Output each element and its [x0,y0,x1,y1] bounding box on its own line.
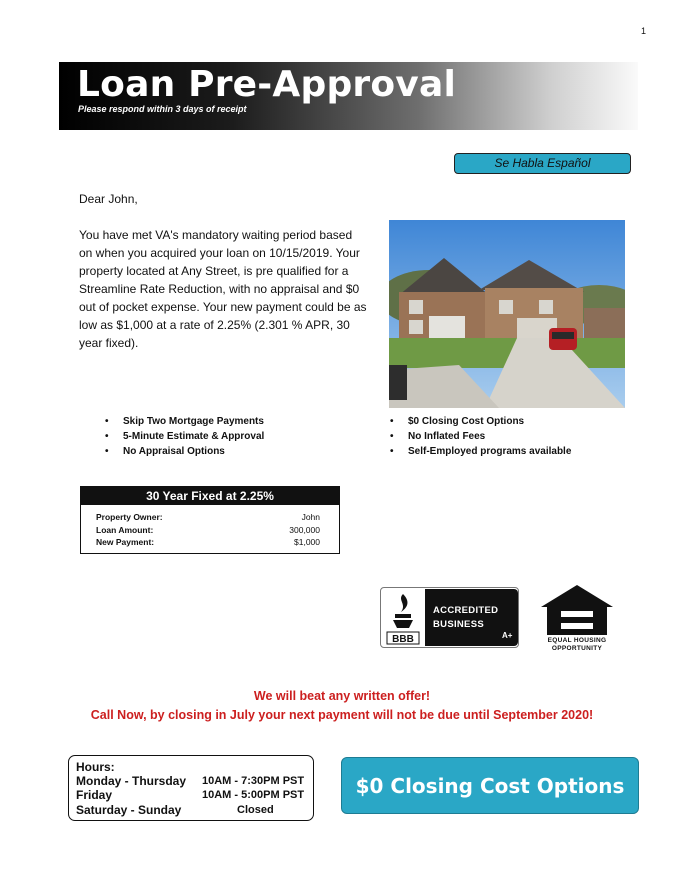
page-number: 1 [641,26,647,36]
loan-row-label: Loan Amount: [96,524,154,535]
bbb-line-1: ACCREDITED [433,605,499,616]
page-subtitle: Please respond within 3 days of receipt [78,104,247,114]
benefits-list-left [105,414,264,459]
house-photo [389,220,625,408]
list-item: • Self-Employed programs available [390,444,571,459]
hours-days: Saturday - Sunday [76,803,182,817]
bbb-torch-icon [381,588,425,648]
offer-details: Call Now, by closing in July your next payment will not be due until September 2020! [90,708,594,722]
offer-headline: We will beat any written offer! [253,689,431,703]
equal-housing-text [539,637,615,653]
language-badge: Se Habla Español [454,153,631,174]
bbb-line-2: BUSINESS [433,619,484,630]
loan-row-amount [81,524,339,537]
letter-body: You have met VA's mandatory waiting period based on when you acquired your loan on 10/15/2019. Your property located at Any Street, is pre qualified for a Streamline Rate Reduction, with no appraisal and $0 out of pocket expense. Your new payment could be as low as $1,000 at a rate of 2.25% (2.301 % APR, 30 year fixed). [79,228,367,350]
loan-row-value: John [301,512,320,522]
loan-row-owner [81,511,339,524]
bbb-rating: A+ [502,631,513,640]
loan-row-value: $1,000 [294,537,320,547]
closing-cost-cta-button[interactable]: $0 Closing Cost Options [341,757,639,814]
business-hours-box [68,755,314,821]
hours-time: Closed [237,804,274,816]
hours-time: 10AM - 5:00PM PST [202,789,305,801]
list-item: • 5-Minute Estimate & Approval [105,429,264,444]
loan-row-label: Property Owner: [96,512,163,522]
loan-row-label: New Payment: [96,537,155,547]
header-banner [59,62,638,130]
list-item: • No Inflated Fees [390,429,571,444]
equal-housing-line-2: OPPORTUNITY [551,645,603,652]
list-item: • No Appraisal Options [105,444,264,459]
hours-days: Monday - Thursday [76,774,187,788]
hours-title: Hours: [76,760,115,774]
benefits-list-right [390,414,571,459]
loan-summary-title: 30 Year Fixed at 2.25% [81,487,339,505]
loan-row-value: 300,000 [289,524,320,535]
list-item: • Skip Two Mortgage Payments [105,414,264,429]
equal-housing-line-1: EQUAL HOUSING [547,637,607,644]
letter-greeting: Dear John, [79,192,138,206]
list-item: • $0 Closing Cost Options [390,414,571,429]
hours-time: 10AM - 7:30PM PST [202,775,305,787]
loan-summary-box [80,486,340,554]
page-title: Loan Pre-Approval [77,64,457,105]
bbb-accredited-logo [380,587,519,648]
bbb-logo-text: BBB [392,634,414,645]
hours-days: Friday [76,788,113,802]
loan-row-payment [81,536,339,549]
